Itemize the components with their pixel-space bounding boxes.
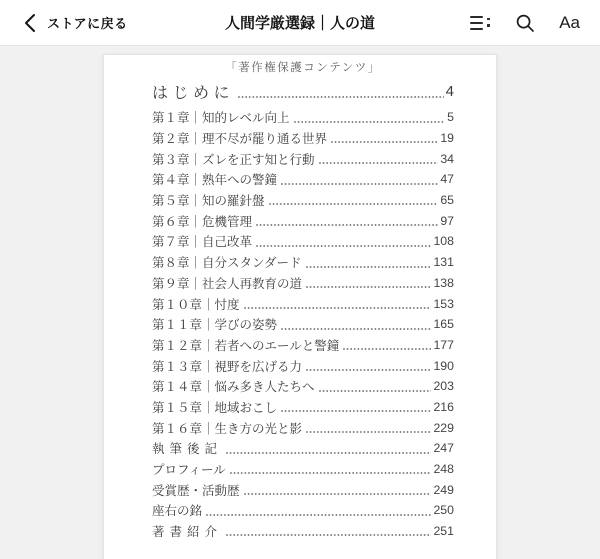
toc-entry[interactable] xyxy=(152,335,454,356)
toc-entry-page: 97 xyxy=(440,213,454,228)
toc-entry-page: 138 xyxy=(433,275,454,290)
dot-leader xyxy=(256,224,438,226)
dot-leader xyxy=(281,328,431,330)
dot-leader xyxy=(319,162,439,164)
toc-entry[interactable] xyxy=(152,210,454,231)
dot-leader xyxy=(331,141,438,143)
toc-entry[interactable] xyxy=(152,459,454,480)
toc-entry-page: 131 xyxy=(433,255,454,270)
toc-entry[interactable] xyxy=(152,252,454,273)
toc-entry-label: プロフィール xyxy=(152,463,226,478)
toc-entry-label: 第１０章｜忖度 xyxy=(152,297,240,312)
toc-entry-page: 19 xyxy=(440,131,454,146)
dot-leader xyxy=(281,410,431,412)
toc-entry-page: 250 xyxy=(433,503,454,518)
dot-leader xyxy=(226,452,431,454)
toc-entry-label: 受賞歴・活動歴 xyxy=(152,483,240,498)
toc-entry-page: 177 xyxy=(433,337,454,352)
toc-entry[interactable] xyxy=(152,500,454,521)
toc-entry[interactable] xyxy=(152,128,454,149)
toc-entry-page: 216 xyxy=(433,399,454,414)
toc-entry-label: 第１１章｜学びの姿勢 xyxy=(152,318,278,333)
toc-entry-label: 第２章｜理不尽が罷り通る世界 xyxy=(152,132,328,147)
font-settings-button[interactable]: Aa xyxy=(559,12,580,32)
toc-entry-page: 249 xyxy=(433,482,454,497)
toc-entry[interactable] xyxy=(152,479,454,500)
toc-entry-page: 203 xyxy=(433,379,454,394)
toc-entry[interactable] xyxy=(152,521,454,542)
dot-leader xyxy=(294,121,446,123)
reader-page xyxy=(103,54,497,559)
toc-entry-page: 65 xyxy=(440,193,454,208)
table-of-contents-icon[interactable] xyxy=(470,16,491,30)
toc-entry-label: はじめに xyxy=(152,84,235,102)
dot-leader xyxy=(269,203,439,205)
toc-entry-page: 251 xyxy=(433,524,454,539)
toc-entry-page: 153 xyxy=(433,296,454,311)
back-to-store-label: ストアに戻る xyxy=(47,16,128,31)
toc-entry-label: 第９章｜社会人再教育の道 xyxy=(152,276,303,291)
dot-leader xyxy=(244,307,432,309)
copyright-notice: 「著作権保護コンテンツ」 xyxy=(225,62,381,74)
toc-entry-label: 第１４章｜悩み多き人たちへ xyxy=(152,380,315,395)
toc-entry-label: 第１５章｜地域おこし xyxy=(152,400,278,415)
toc-entry[interactable] xyxy=(152,231,454,252)
toc-entry-label: 第１２章｜若者へのエールと警鐘 xyxy=(152,338,340,353)
dot-leader xyxy=(306,286,431,288)
toc-entry-label: 座右の銘 xyxy=(152,504,203,519)
toc-entry-page: 248 xyxy=(433,462,454,477)
top-bar xyxy=(0,0,600,46)
dot-leader xyxy=(238,96,444,98)
dot-leader xyxy=(319,390,432,392)
toc-entry[interactable] xyxy=(152,438,454,459)
toc-entry[interactable] xyxy=(152,355,454,376)
toc-entry[interactable] xyxy=(152,314,454,335)
toc-entry-page: 247 xyxy=(433,441,454,456)
toc-entry-label: 著書紹介 xyxy=(152,525,223,540)
toc-entry[interactable] xyxy=(152,376,454,397)
toc-entry-label: 第３章｜ズレを正す知と行動 xyxy=(152,152,315,167)
toc-entry[interactable] xyxy=(152,190,454,211)
toc-entry-label: 第１章｜知的レベル向上 xyxy=(152,111,290,126)
dot-leader xyxy=(306,369,431,371)
toc-entry-label: 第５章｜知の羅針盤 xyxy=(152,194,265,209)
toc-entry-page: 229 xyxy=(433,420,454,435)
dot-leader xyxy=(244,493,432,495)
toc-entry-label: 第１６章｜生き方の光と影 xyxy=(152,421,303,436)
toc-entry-label: 第４章｜熟年への警鐘 xyxy=(152,173,278,188)
dot-leader xyxy=(343,348,431,350)
toc-entry[interactable] xyxy=(152,107,454,128)
reader-toolbar xyxy=(470,13,580,33)
toc-entry-page: 190 xyxy=(433,358,454,373)
back-to-store-button[interactable] xyxy=(24,13,128,33)
toc-entry[interactable] xyxy=(152,397,454,418)
toc-list xyxy=(152,107,454,541)
toc-entry-page: 47 xyxy=(440,172,454,187)
toc-entry-page: 108 xyxy=(433,234,454,249)
toc-entry-label: 第７章｜自己改革 xyxy=(152,235,253,250)
dot-leader xyxy=(306,431,431,433)
toc-entry-page: 34 xyxy=(440,151,454,166)
toc-entry[interactable] xyxy=(152,169,454,190)
toc-entry-page: 4 xyxy=(445,82,454,100)
back-chevron-icon xyxy=(24,13,36,33)
dot-leader xyxy=(230,472,432,474)
toc-entry-label: 第８章｜自分スタンダード xyxy=(152,256,302,271)
toc-entry[interactable] xyxy=(152,417,454,438)
dot-leader xyxy=(256,245,431,247)
dot-leader xyxy=(281,183,438,185)
toc-entry[interactable] xyxy=(152,293,454,314)
book-title: 人間学厳選録｜人の道 xyxy=(224,15,375,32)
search-icon xyxy=(515,13,535,33)
dot-leader xyxy=(226,534,431,536)
toc-entry[interactable] xyxy=(152,148,454,169)
toc-entry-label: 第６章｜危機管理 xyxy=(152,214,253,229)
dot-leader xyxy=(206,514,431,516)
dot-leader xyxy=(306,266,432,268)
toc-entry-page: 5 xyxy=(447,110,454,125)
toc-entry-page: 165 xyxy=(433,317,454,332)
search-button[interactable] xyxy=(515,13,535,33)
toc-entry-label: 第１３章｜視野を広げる力 xyxy=(152,359,303,374)
toc-entry-intro[interactable] xyxy=(152,79,454,103)
toc-entry[interactable] xyxy=(152,273,454,294)
toc-entry-label: 執筆後記 xyxy=(152,442,223,457)
